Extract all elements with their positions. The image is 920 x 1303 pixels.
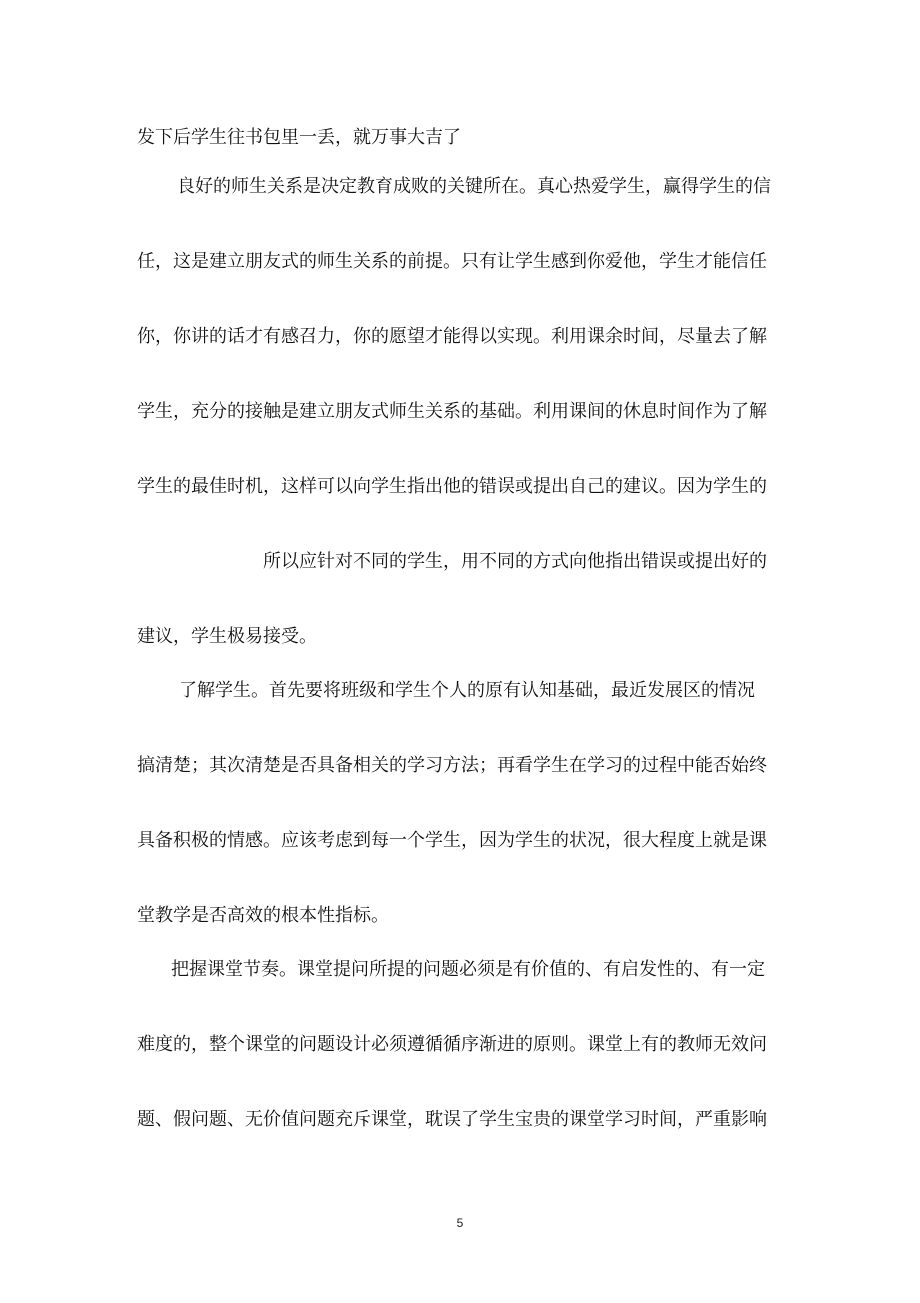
paragraph-15: 题、假问题、无价值问题充斥课堂，耽误了学生宝贵的课堂学习时间，严重影响 <box>137 1109 767 1130</box>
paragraph-7: 所以应针对不同的学生，用不同的方式向他指出错误或提出好的 <box>263 551 767 572</box>
paragraph-6: 学生的最佳时机，这样可以向学生指出他的错误或提出自己的建议。因为学生的 <box>137 476 767 497</box>
paragraph-9: 了解学生。首先要将班级和学生个人的原有认知基础，最近发展区的情况 <box>179 680 755 701</box>
paragraph-1: 发下后学生往书包里一丢，就万事大吉了 <box>137 127 461 148</box>
paragraph-11: 具备积极的情感。应该考虑到每一个学生，因为学生的状况，很大程度上就是课 <box>137 830 767 851</box>
paragraph-13: 把握课堂节奏。课堂提问所提的问题必须是有价值的、有启发性的、有一定 <box>171 959 765 980</box>
paragraph-2: 良好的师生关系是决定教育成败的关键所在。真心热爱学生，赢得学生的信 <box>177 176 771 197</box>
paragraph-5: 学生，充分的接触是建立朋友式师生关系的基础。利用课间的休息时间作为了解 <box>137 401 767 422</box>
paragraph-8: 建议，学生极易接受。 <box>137 626 317 647</box>
paragraph-10: 搞清楚；其次清楚是否具备相关的学习方法；再看学生在学习的过程中能否始终 <box>137 755 767 776</box>
page-number: 5 <box>456 1216 464 1230</box>
paragraph-4: 你，你讲的话才有感召力，你的愿望才能得以实现。利用课余时间，尽量去了解 <box>137 326 767 347</box>
paragraph-3: 任，这是建立朋友式的师生关系的前提。只有让学生感到你爱他，学生才能信任 <box>137 251 767 272</box>
paragraph-14: 难度的，整个课堂的问题设计必须遵循循序渐进的原则。课堂上有的教师无效问 <box>137 1034 767 1055</box>
paragraph-12: 堂教学是否高效的根本性指标。 <box>137 905 389 926</box>
